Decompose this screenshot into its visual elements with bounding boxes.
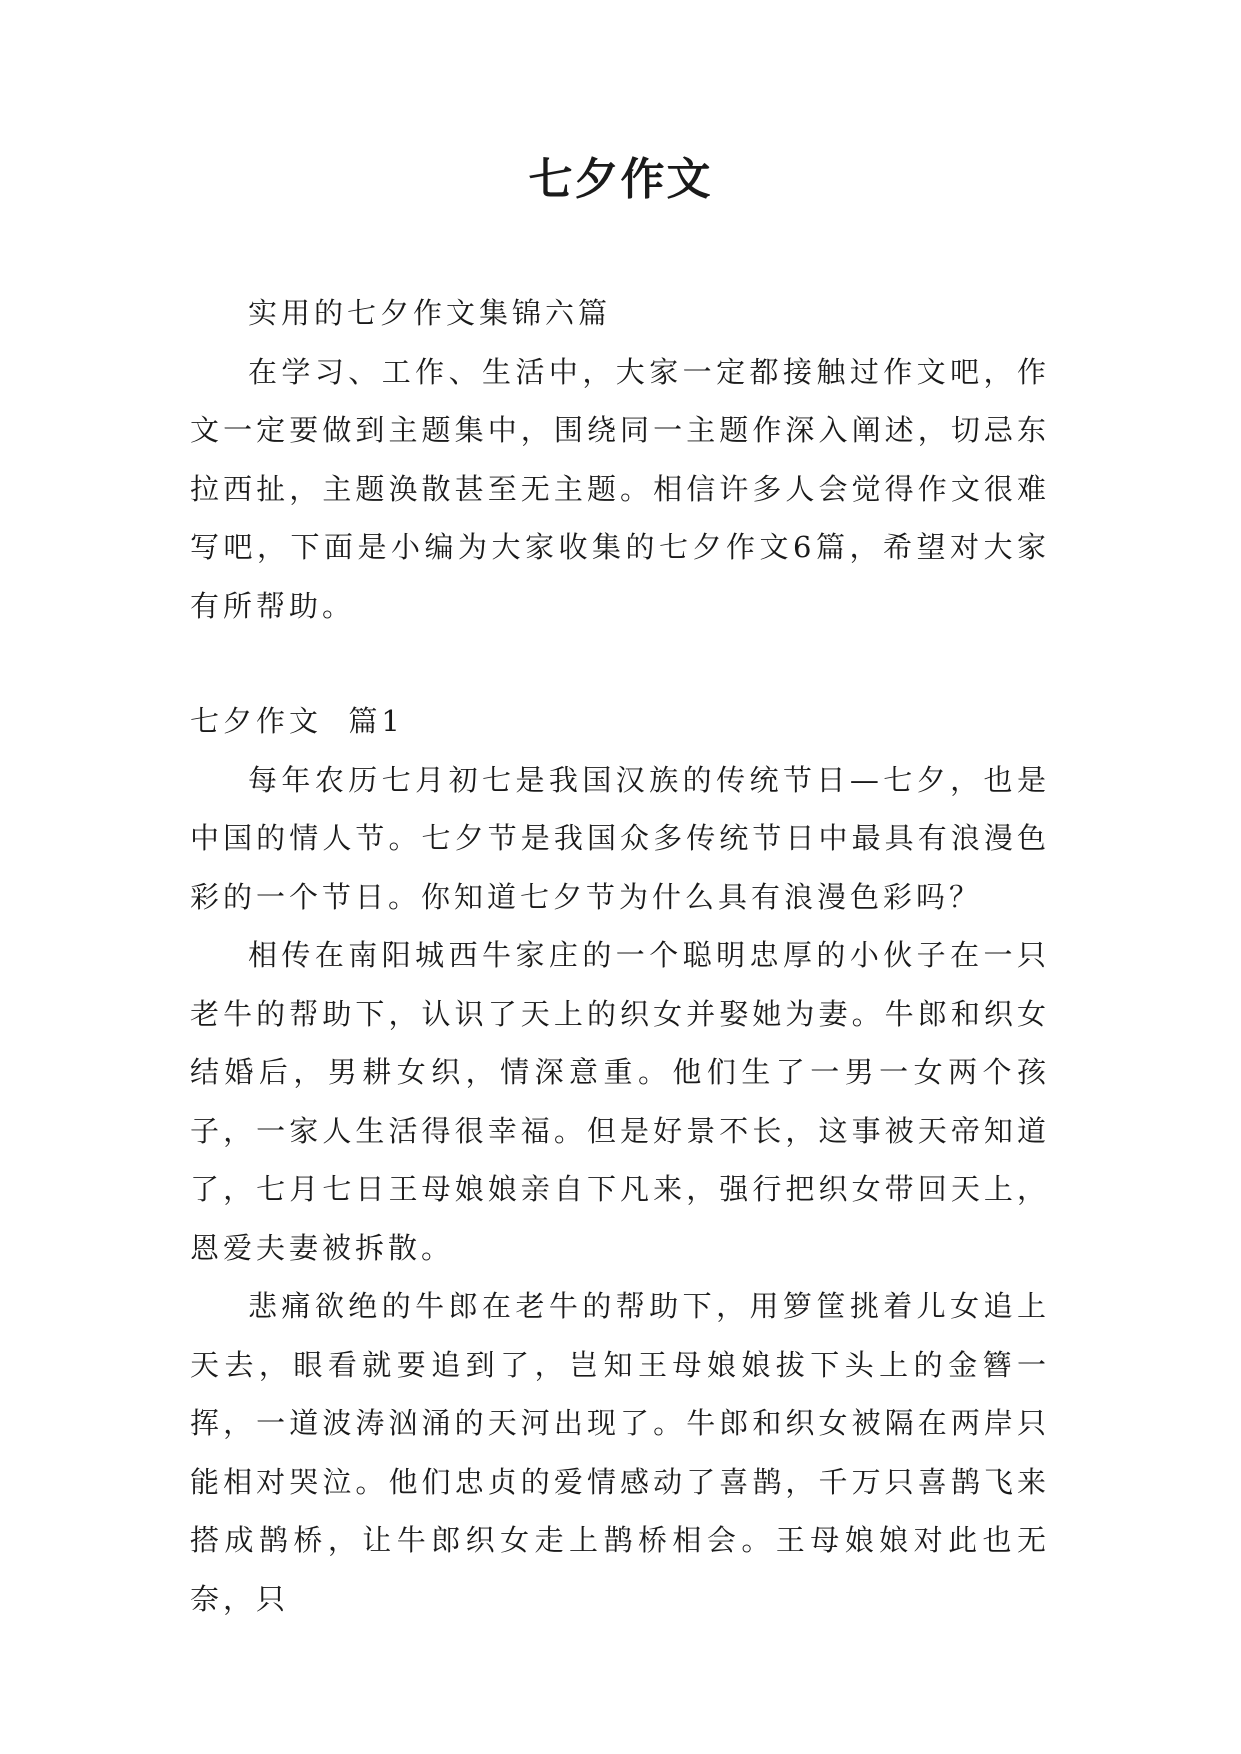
- intro-paragraph: 在学习、工作、生活中，大家一定都接触过作文吧，作文一定要做到主题集中，围绕同一主题作深入阐述，切忌东拉西扯，主题涣散甚至无主题。相信许多人会觉得作文很难写吧，下面是小编为大家收集的七夕作文6篇，希望对大家有所帮助。: [190, 354, 1050, 623]
- essay-paragraph: 每年农历七月初七是我国汉族的传统节日—七夕，也是中国的情人节。七夕节是我国众多传统节日中最具有浪漫色彩的一个节日。你知道七夕节为什么具有浪漫色彩吗？: [190, 762, 1050, 914]
- essay-paragraph: 悲痛欲绝的牛郎在老牛的帮助下，用箩筐挑着儿女追上天去，眼看就要追到了，岂知王母娘娘拔下头上的金簪一挥，一道波涛汹涌的天河出现了。牛郎和织女被隔在两岸只能相对哭泣。他们忠贞的爱情感动了喜鹊，千万只喜鹊飞来搭成鹊桥，让牛郎织女走上鹊桥相会。王母娘娘对此也无奈，只: [190, 1289, 1050, 1616]
- section-heading: 七夕作文 篇1: [190, 704, 404, 738]
- document-title: 七夕作文: [528, 154, 713, 205]
- intro-section: [190, 284, 1050, 635]
- essay-paragraph: 相传在南阳城西牛家庄的一个聪明忠厚的小伙子在一只老牛的帮助下，认识了天上的织女并娶她为妻。牛郎和织女结婚后，男耕女织，情深意重。他们生了一男一女两个孩子，一家人生活得很幸福。但是好景不长，这事被天帝知道了，七月七日王母娘娘亲自下凡来，强行把织女带回天上，恩爱夫妻被拆散。: [190, 938, 1050, 1265]
- document-subtitle: 实用的七夕作文集锦六篇: [248, 296, 612, 330]
- essay-section-1: [190, 692, 1050, 1628]
